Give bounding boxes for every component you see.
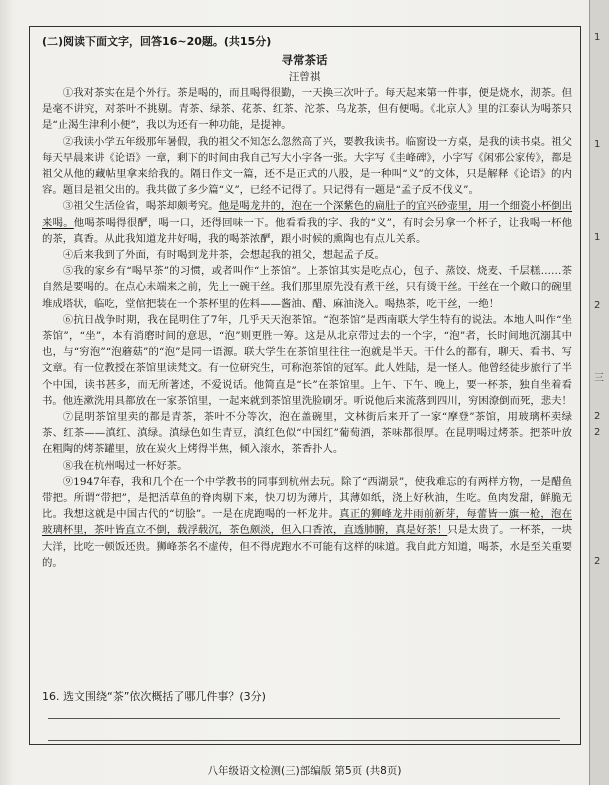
paragraph-text: ③祖父生活俭省，喝茶却颇考究。 — [62, 200, 219, 213]
article-title: 寻常茶话 — [281, 53, 328, 67]
article-body — [42, 85, 572, 571]
strip-number: 2 — [594, 556, 601, 567]
paragraph-text: ⑦昆明茶馆里卖的都是青茶，茶叶不分等次，泡在盖碗里，文林街后来开了一家“摩登”茶馆，用玻璃杯卖绿茶、红茶——滇红、滇绿。滇绿色如生青豆，滇红色似“中国红”葡萄酒，茶味都很厚。在昆明喝过烤茶。把茶叶放在粗陶的烤茶罐里，放在炭火上烤得半焦，倾入滚水，茶香扑人。 — [42, 411, 572, 456]
paragraph — [42, 312, 572, 409]
strip-number: 2 — [594, 427, 601, 438]
strip-number: 1 — [594, 232, 601, 243]
section-heading: (二)阅读下面文字，回答16~20题。(共15分) — [42, 35, 272, 48]
paragraph — [42, 474, 572, 571]
paragraph — [42, 247, 572, 263]
strip-number: 1 — [594, 32, 601, 43]
article-author: 汪曾祺 — [288, 71, 321, 83]
paragraph-text: ①我对茶实在是个外行。茶是喝的，而且喝得很勤，一天换三次叶子。每天起来第一件事，便是烧水，沏茶。但是毫不讲究，对茶叶不挑剔。青茶、绿茶、花茶、红茶、沱茶、乌龙茶，但有便喝。《北京人》里的江泰认为喝茶只是“止渴生津利小便”，我以为还有一种功能，是提神。 — [42, 87, 572, 132]
strip-number: 三 — [594, 373, 604, 384]
question-16: 16. 选文围绕“茶”依次概括了哪几件事？(3分) — [42, 690, 266, 703]
strip-number: 2 — [594, 411, 601, 422]
answer-line[interactable] — [48, 740, 560, 741]
paragraph-text: 他喝茶喝得很酽，喝一口，还得回味一下。他看看我的字、我的“义”，有时会另拿一个杯子，让我喝一杯他的茶，真香。从此我知道龙井好喝，我的喝茶浓酽，跟小时候的熏陶也有点儿关系。 — [42, 216, 573, 245]
strip-number: 1 — [594, 139, 601, 150]
paragraph — [42, 198, 572, 247]
paragraph-text: ⑥抗日战争时期，我在昆明住了7年，几乎天天泡茶馆。“泡茶馆”是西南联大学生特有的说法。本地人叫作“坐茶馆”，“坐”，本有消磨时间的意思，“泡”则更胜一筹。这是从北京带过去的一个字，“泡”者，长时间地沉溺其中也，与“穷泡”“泡蘑菇”的“泡”是同一语源。联大学生在茶馆里往往一泡就是半天。干什么的都有，聊天、看书、写文章。有一位教授在茶馆里读梵文。有一位研究生，可称泡茶馆的冠军。此人姓陆，是一怪人。他曾经徒步旅行了半个中国，读书甚多，而无所著述，不爱说话。他简直是“长”在茶馆里。上午、下午、晚上，要一杯茶，独自坐着看书。他连漱洗用具都放在一家茶馆里，一起来就到茶馆里洗脸刷牙。听说他后来流落到四川，穷困潦倒而死，悲夫！ — [42, 313, 572, 407]
paragraph — [42, 263, 572, 312]
paragraph-text: ⑤我的家乡有“喝早茶”的习惯，或者叫作“上茶馆”。上茶馆其实是吃点心，包子、蒸饺、烧麦、千层糕……茶自然是要喝的。在点心未端来之前，先上一碗干丝。我们那里原先没有煮干丝，只有烫干丝。干丝在一个敞口的碗里堆成塔状，临吃，堂倌把装在一个茶杯里的佐料——酱油、醋、麻油浇入。喝热茶，吃干丝，一绝！ — [42, 265, 572, 310]
paragraph — [42, 85, 572, 134]
adjacent-page-strip — [589, 0, 609, 785]
paragraph-text: ⑧我在杭州喝过一杯好茶。 — [62, 459, 188, 472]
strip-number: 2 — [594, 300, 601, 311]
paragraph-text: ②我读小学五年级那年暑假，我的祖父不知怎么忽然高了兴，要教我读书。临窗设一方桌，是我的读书桌。祖父每天早晨来讲《论语》一章，剩下的时间由我自己写大小字各一张。大字写《圭峰碑》，小字写《闲邪公家传》，都是祖父从他的藏帖里拿来给我的。隔日作文一篇，还不是正式的八股，是一种叫“义”的文体，只是解释《论语》的内容。题目是祖父出的。我共做了多少篇“义”，已经不记得了。只记得有一题是“孟子反不伐义”。 — [42, 135, 572, 197]
paragraph — [42, 409, 572, 458]
page-footer: 八年级语文检测(三)部编版 第5页 (共8页) — [207, 765, 402, 777]
paragraph-text: ⑨1947年春，我和几个在一个中学教书的同事到杭州去玩。除了“西湖景”，使我难忘的有两样方物，一是醋鱼带把。所谓“带把”，是把活草鱼的脊肉剔下来，快刀切为薄片，其薄如纸，浇上好秋油，生吃。鱼肉发甜，鲜脆无比。我想这就是中国古代的“切脍”。一是在虎跑喝的一杯龙井。 — [42, 475, 572, 521]
paragraph — [42, 134, 572, 199]
underlined-sentence: 他是喝龙井的，泡在一个深紫色的扁肚子的宜兴砂壶里，用一个细瓷小杯倒出来喝。 — [42, 200, 573, 229]
paragraph-text: ④后来我到了外面，有时喝到龙井茶，会想起我的祖父，想起孟子反。 — [62, 249, 385, 262]
underlined-sentence: 真正的狮峰龙井雨前新芽，每蕾皆一旗一枪，泡在玻璃杯里，茶叶皆直立不倒，载浮载沉，茶色颇淡，但入口香浓，直透肺腑，真是好茶！ — [42, 508, 572, 537]
answer-line[interactable] — [48, 718, 560, 719]
paragraph-text: 只是太贵了。一杯茶，一块大洋，比吃一顿饭还贵。狮峰茶名不虚传，但不得虎跑水不可能有这样的味道。我自此方知道，喝茶，水是至关重要的。 — [42, 524, 573, 569]
paragraph — [42, 458, 572, 474]
